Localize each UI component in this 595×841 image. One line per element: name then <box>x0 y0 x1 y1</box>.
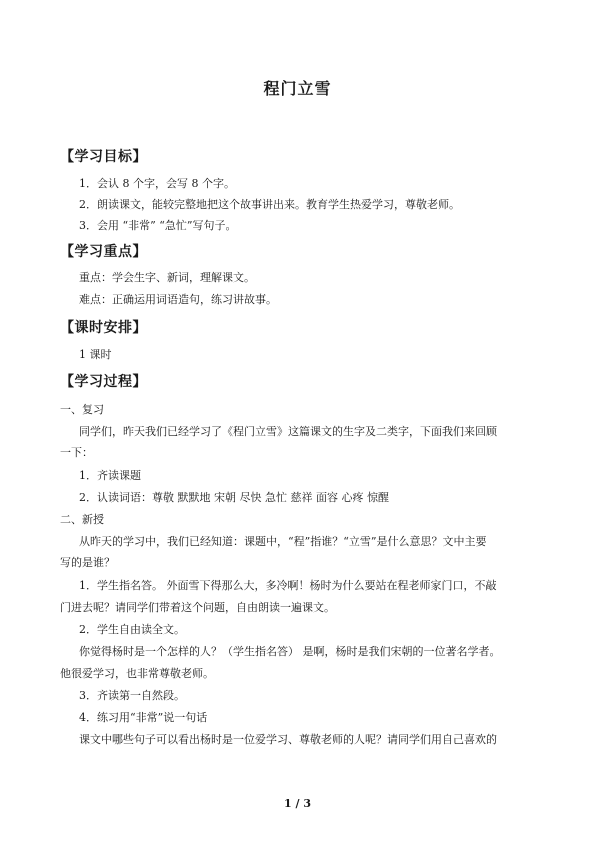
process-section-review: 一、复习 <box>60 403 104 416</box>
process-step: 2．认读词语：尊敬 默默地 宋朝 尽快 急忙 慈祥 面容 心疼 惊醒 <box>79 491 389 504</box>
schedule-item: 1 课时 <box>79 348 112 361</box>
process-paragraph-cont: 他很爱学习，也非常尊敬老师。 <box>60 667 214 680</box>
goal-item-3: 3．会用 “非常” “急忙”写句子。 <box>79 219 237 232</box>
goal-item-2: 2．朗读课文，能较完整地把这个故事讲出来。教育学生热爱学习，尊敬老师。 <box>79 198 460 211</box>
process-paragraph-cont: 门进去呢？请同学们带着这个问题，自由朗读一遍课文。 <box>60 601 335 614</box>
heading-learning-goals: 【学习目标】 <box>60 149 147 165</box>
heading-learning-process: 【学习过程】 <box>60 374 147 390</box>
process-step: 4．练习用“非常”说一句话 <box>79 711 208 724</box>
process-step: 3．齐读第一自然段。 <box>79 689 185 702</box>
heading-learning-focus: 【学习重点】 <box>60 244 147 260</box>
process-paragraph: 从昨天的学习中，我们已经知道：课题中，“程”指谁？“立雪”是什么意思？文中主要 <box>79 535 487 548</box>
process-paragraph: 你觉得杨时是一个怎样的人？（学生指名答） 是啊，杨时是我们宋朝的一位著名学者。 <box>79 645 501 658</box>
page-title: 程门立雪 <box>263 79 332 98</box>
focus-difficult-point: 难点：正确运用词语造句，练习讲故事。 <box>79 293 277 306</box>
process-section-new: 二、新授 <box>60 513 104 526</box>
process-step: 1．齐读课题 <box>79 469 141 482</box>
page-number: 1 / 3 <box>284 797 311 810</box>
process-paragraph-cont: 一下： <box>60 446 93 459</box>
process-step: 1．学生指名答。 外面雪下得那么大，多冷啊！杨时为什么要站在程老师家门口，不敲 <box>79 579 497 592</box>
process-paragraph: 课文中哪些句子可以看出杨时是一位爱学习、尊敬老师的人呢？请同学们用自己喜欢的 <box>79 733 497 746</box>
focus-key-point: 重点：学会生字、新词，理解课文。 <box>79 271 255 284</box>
heading-schedule: 【课时安排】 <box>60 320 147 336</box>
process-paragraph-cont: 写的是谁？ <box>60 556 115 569</box>
goal-item-1: 1．会认 8 个字，会写 8 个字。 <box>79 177 235 190</box>
process-paragraph: 同学们，昨天我们已经学习了《程门立雪》这篇课文的生字及二类字，下面我们来回顾 <box>79 425 497 438</box>
process-step: 2．学生自由读全文。 <box>79 623 185 636</box>
